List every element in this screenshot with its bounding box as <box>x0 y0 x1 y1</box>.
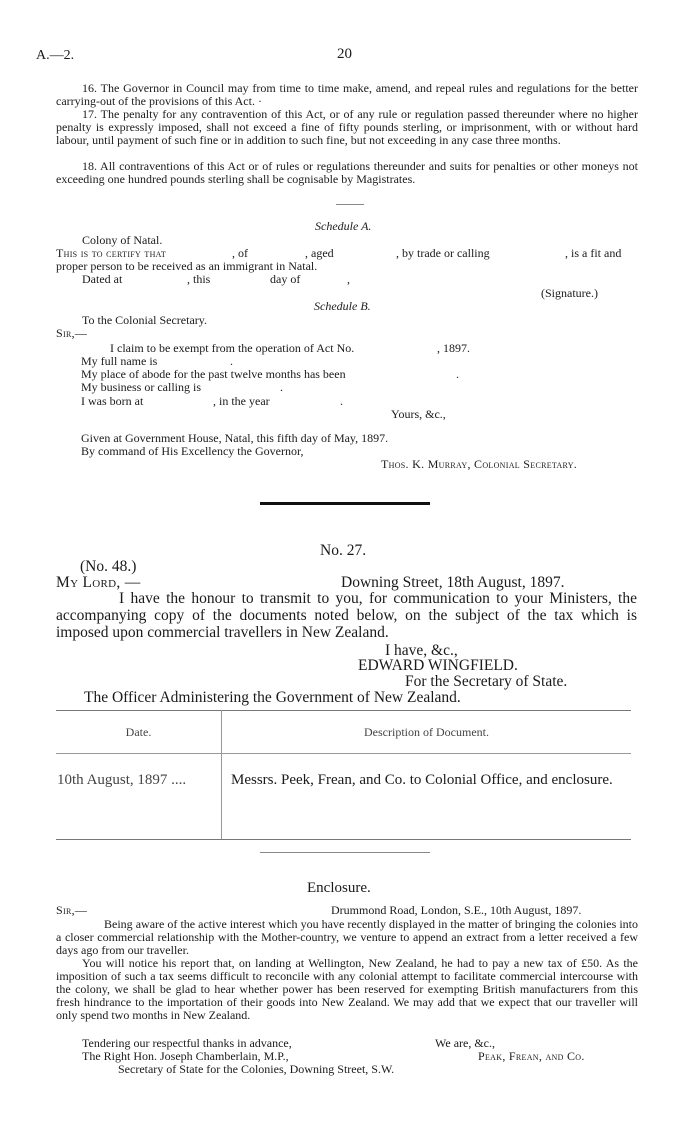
schedule-a-signature: (Signature.) <box>541 286 598 300</box>
enclosure-signatory: Peak, Frean, and Co. <box>478 1049 585 1063</box>
schedule-b-given-at: Given at Government House, Natal, this fifth day of May, 1897. <box>81 431 389 445</box>
table-header-row <box>56 711 631 754</box>
short-divider <box>336 204 364 205</box>
schedule-b-business: My business or calling is <box>81 380 201 394</box>
schedule-a-day-of: day of <box>270 272 301 286</box>
row-description: Messrs. Peek, Frean, and Co. to Colonial Office, and enclosure. <box>222 754 632 840</box>
enclosure-paragraph-2: You will notice his report that, on landing at Wellington, New Zealand, he had to pay a new tax of £50. As the imposition of such a tax seems difficult to reconcile with any colonial attempt to facilitate commercial intercourse with the colony, we shall be glad to hear whether power has been reserved for exempting British manufacturers from this fresh hindrance to the importation of their goods into New Zealand. We may add that we expect that our traveller will only spend two months in New Zealand. <box>56 956 638 1022</box>
schedule-a-aged: , aged <box>305 246 334 260</box>
schedule-a-trade: , by trade or calling <box>396 246 490 260</box>
schedule-b-full-name: My full name is <box>81 354 158 368</box>
enclosure-address: Drummond Road, London, S.E., 10th August, 1897. <box>331 903 582 917</box>
paragraph-18: 18. All contraventions of this Act or of rules or regulations thereunder and suits for penalties or other moneys not exceeding one hundred pounds sterling shall be cognisable by Magistrates. <box>56 159 638 186</box>
schedule-b-claim-year: , 1897. <box>437 341 470 355</box>
enclosure-we-are: We are, &c., <box>435 1036 495 1050</box>
schedule-a-certify: This is to certify that <box>56 246 167 260</box>
schedule-a-this: , this <box>187 272 211 286</box>
schedule-b-signatory: Thos. K. Murray, Colonial Secretary. <box>381 457 578 471</box>
column-header-description: Description of Document. <box>222 711 632 754</box>
paragraph-16: 16. The Governor in Council may from time to time make, amend, and repeal rules and regulations for the better carrying-out of the provisions of this Act. · <box>56 81 638 108</box>
column-header-date: Date. <box>56 711 222 754</box>
schedule-b-dot-1: . <box>230 354 233 368</box>
section-divider <box>260 502 430 505</box>
table-row <box>56 754 631 840</box>
schedule-b-title: Schedule B. <box>314 299 371 313</box>
schedule-b-dot-2: . <box>456 367 459 381</box>
schedule-a-comma: , <box>347 272 350 286</box>
page-number: 20 <box>337 46 352 62</box>
schedule-a-colony: Colony of Natal. <box>82 233 163 247</box>
documents-table <box>56 710 631 840</box>
despatch-salutation: My Lord, — <box>56 574 141 591</box>
schedule-b-in-year: , in the year <box>213 394 270 408</box>
enclosure-addressee-title: Secretary of State for the Colonies, Downing Street, S.W. <box>118 1062 395 1076</box>
paragraph-17: 17. The penalty for any contravention of this Act, or of any rule or regulation passed thereunder where no higher penalty is expressly imposed, shall not exceed a fine of fifty pounds sterling, or imprisonment, with or without hard labour, until payment of such fine or in addition to such fine, but not exceeding in any case three months. <box>56 107 638 147</box>
schedule-a-title: Schedule A. <box>315 219 372 233</box>
enclosure-addressee: The Right Hon. Joseph Chamberlain, M.P., <box>82 1049 289 1063</box>
despatch-number: No. 27. <box>320 542 367 559</box>
despatch-body: I have the honour to transmit to you, for communication to your Ministers, the accompanying copy of the documents noted below, on the subject of the tax which is imposed upon commercial travellers in New Zealand. <box>56 590 637 641</box>
schedule-b-born-at: I was born at <box>81 394 144 408</box>
despatch-addressee: The Officer Administering the Government of New Zealand. <box>84 689 461 706</box>
enclosure-paragraph-1: Being aware of the active interest which you have recently displayed in the matter of bringing the colonies into a closer commercial relationship with the Mother-country, we venture to append an extract from a letter received a few days ago from our traveller. <box>56 917 638 957</box>
schedule-b-salutation: Sir,— <box>56 326 88 340</box>
despatch-for-secretary: For the Secretary of State. <box>405 673 568 690</box>
despatch-place-date: Downing Street, 18th August, 1897. <box>341 574 565 591</box>
schedule-a-proper-person: proper person to be received as an immigrant in Natal. <box>56 259 318 273</box>
row-date: 10th August, 1897 .... <box>56 754 222 840</box>
enclosure-title: Enclosure. <box>307 880 371 896</box>
schedule-b-yours: Yours, &c., <box>391 407 446 421</box>
schedule-b-dot-4: . <box>340 394 343 408</box>
despatch-sub-number: (No. 48.) <box>80 558 137 575</box>
enclosure-salutation: Sir,— <box>56 903 88 917</box>
document-reference: A.—2. <box>36 48 75 63</box>
schedule-b-by-command: By command of His Excellency the Governor, <box>81 444 304 458</box>
schedule-b-to: To the Colonial Secretary. <box>82 313 208 327</box>
schedule-a-dated-at: Dated at <box>82 272 123 286</box>
schedule-b-claim: I claim to be exempt from the operation of Act No. <box>110 341 355 355</box>
schedule-b-dot-3: . <box>280 380 283 394</box>
despatch-signatory: EDWARD WINGFIELD. <box>358 657 518 674</box>
enclosure-divider <box>260 852 430 853</box>
enclosure-thanks: Tendering our respectful thanks in advance, <box>82 1036 292 1050</box>
schedule-a-of: , of <box>232 246 248 260</box>
schedule-a-fit: , is a fit and <box>565 246 622 260</box>
schedule-b-abode: My place of abode for the past twelve months has been <box>81 367 346 381</box>
despatch-closing: I have, &c., <box>385 642 458 659</box>
